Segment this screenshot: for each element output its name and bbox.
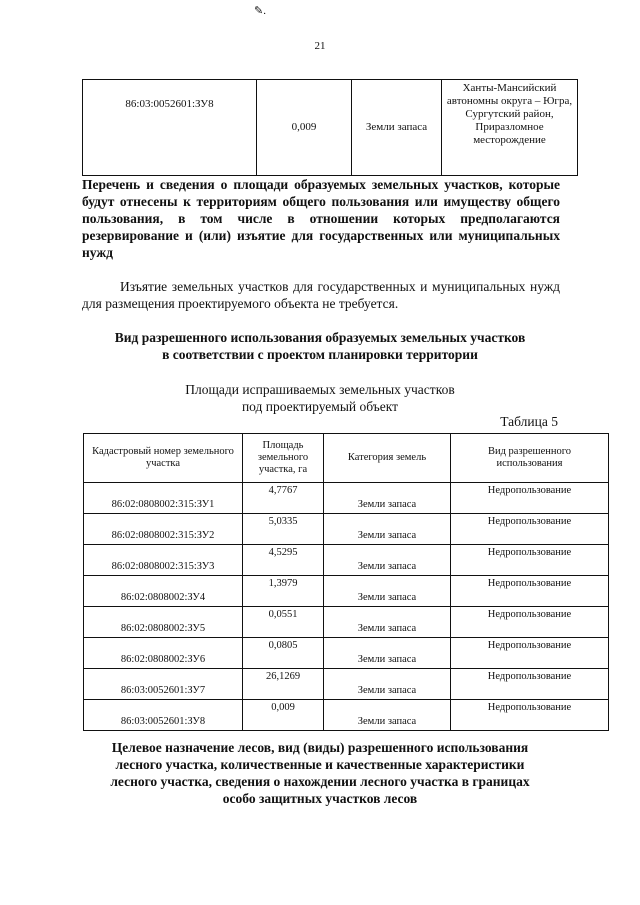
cadastral-cell: 86:02:0808002:315:ЗУ2 [84, 514, 243, 545]
cadastral-cell: 86:03:0052601:ЗУ8 [84, 700, 243, 731]
use-cell: Недропользование [451, 638, 609, 669]
use-cell: Недропользование [451, 514, 609, 545]
paragraph-withdrawal: Изъятие земельных участков для государственных и муниципальных нужд для размещения проектируемого объекта не требуется. [82, 279, 560, 311]
section-heading-forests: Целевое назначение лесов, вид (виды) разрешенного использования лесного участка, количественные и качественные характеристики лесного участка, сведения о нахождении лесного участка в границах особо защитных участков лесов [110, 740, 530, 806]
land-plots-table [83, 433, 609, 731]
area-cell: 26,1269 [243, 669, 324, 700]
table-row [84, 638, 609, 669]
area-cell: 4,7767 [243, 483, 324, 514]
category-cell: Земли запаса [324, 700, 451, 731]
handwritten-mark: ✎. [254, 5, 266, 17]
area-cell: 5,0335 [243, 514, 324, 545]
section-heading-use-line2: в соответствии с проектом планировки территории [162, 347, 478, 362]
area-cell: 0,009 [243, 700, 324, 731]
area-cell: 0,0805 [243, 638, 324, 669]
table-row [83, 80, 578, 176]
category-cell: Земли запаса [324, 669, 451, 700]
use-cell: Недропользование [451, 576, 609, 607]
location-cell: Ханты-Мансийский автономны округа – Югра, Сургутский район, Приразломное месторождение [442, 80, 578, 176]
use-cell: Недропользование [451, 700, 609, 731]
table-caption-line2: под проектируемый объект [241, 399, 399, 414]
cadastral-cell: 86:02:0808002:ЗУ6 [84, 638, 243, 669]
section-heading-territories: Перечень и сведения о площади образуемых земельных участков, которые будут отнесены к территориям общего пользования или имуществу общего пользования, в том числе в отношении которых предполагаются резервирование и (или) изъятие для государственных или муниципальных нужд [82, 177, 560, 260]
category-cell: Земли запаса [324, 545, 451, 576]
use-cell: Недропользование [451, 669, 609, 700]
use-cell: Недропользование [451, 545, 609, 576]
table-row [84, 545, 609, 576]
header-cadastral: Кадастровый номер земельного участка [84, 434, 243, 483]
header-category: Категория земель [324, 434, 451, 483]
area-cell: 4,5295 [243, 545, 324, 576]
category-cell: Земли запаса [352, 80, 442, 176]
area-cell: 0,0551 [243, 607, 324, 638]
section-heading-use-line1: Вид разрешенного использования образуемых земельных участков [114, 330, 526, 345]
category-cell: Земли запаса [324, 638, 451, 669]
continued-table [82, 79, 578, 176]
table-label: Таблица 5 [500, 414, 558, 429]
table-row [84, 483, 609, 514]
table-caption-line1: Площади испрашиваемых земельных участков [185, 382, 455, 397]
cadastral-cell: 86:03:0052601:ЗУ7 [84, 669, 243, 700]
page-number: 21 [314, 40, 326, 52]
use-cell: Недропользование [451, 607, 609, 638]
area-cell: 1,3979 [243, 576, 324, 607]
cadastral-cell: 86:02:0808002:ЗУ5 [84, 607, 243, 638]
category-cell: Земли запаса [324, 514, 451, 545]
area-cell: 0,009 [257, 80, 352, 176]
table-header-row [84, 434, 609, 483]
table-row [84, 700, 609, 731]
category-cell: Земли запаса [324, 576, 451, 607]
cadastral-cell: 86:02:0808002:ЗУ4 [84, 576, 243, 607]
cadastral-cell: 86:02:0808002:315:ЗУ3 [84, 545, 243, 576]
table-row [84, 514, 609, 545]
header-use: Вид разрешенного использования [451, 434, 609, 483]
cadastral-cell: 86:02:0808002:315:ЗУ1 [84, 483, 243, 514]
table-row [84, 576, 609, 607]
table-row [84, 607, 609, 638]
use-cell: Недропользование [451, 483, 609, 514]
table-row [84, 669, 609, 700]
header-area: Площадь земельного участка, га [243, 434, 324, 483]
cadastral-cell: 86:03:0052601:ЗУ8 [83, 80, 257, 176]
category-cell: Земли запаса [324, 607, 451, 638]
category-cell: Земли запаса [324, 483, 451, 514]
